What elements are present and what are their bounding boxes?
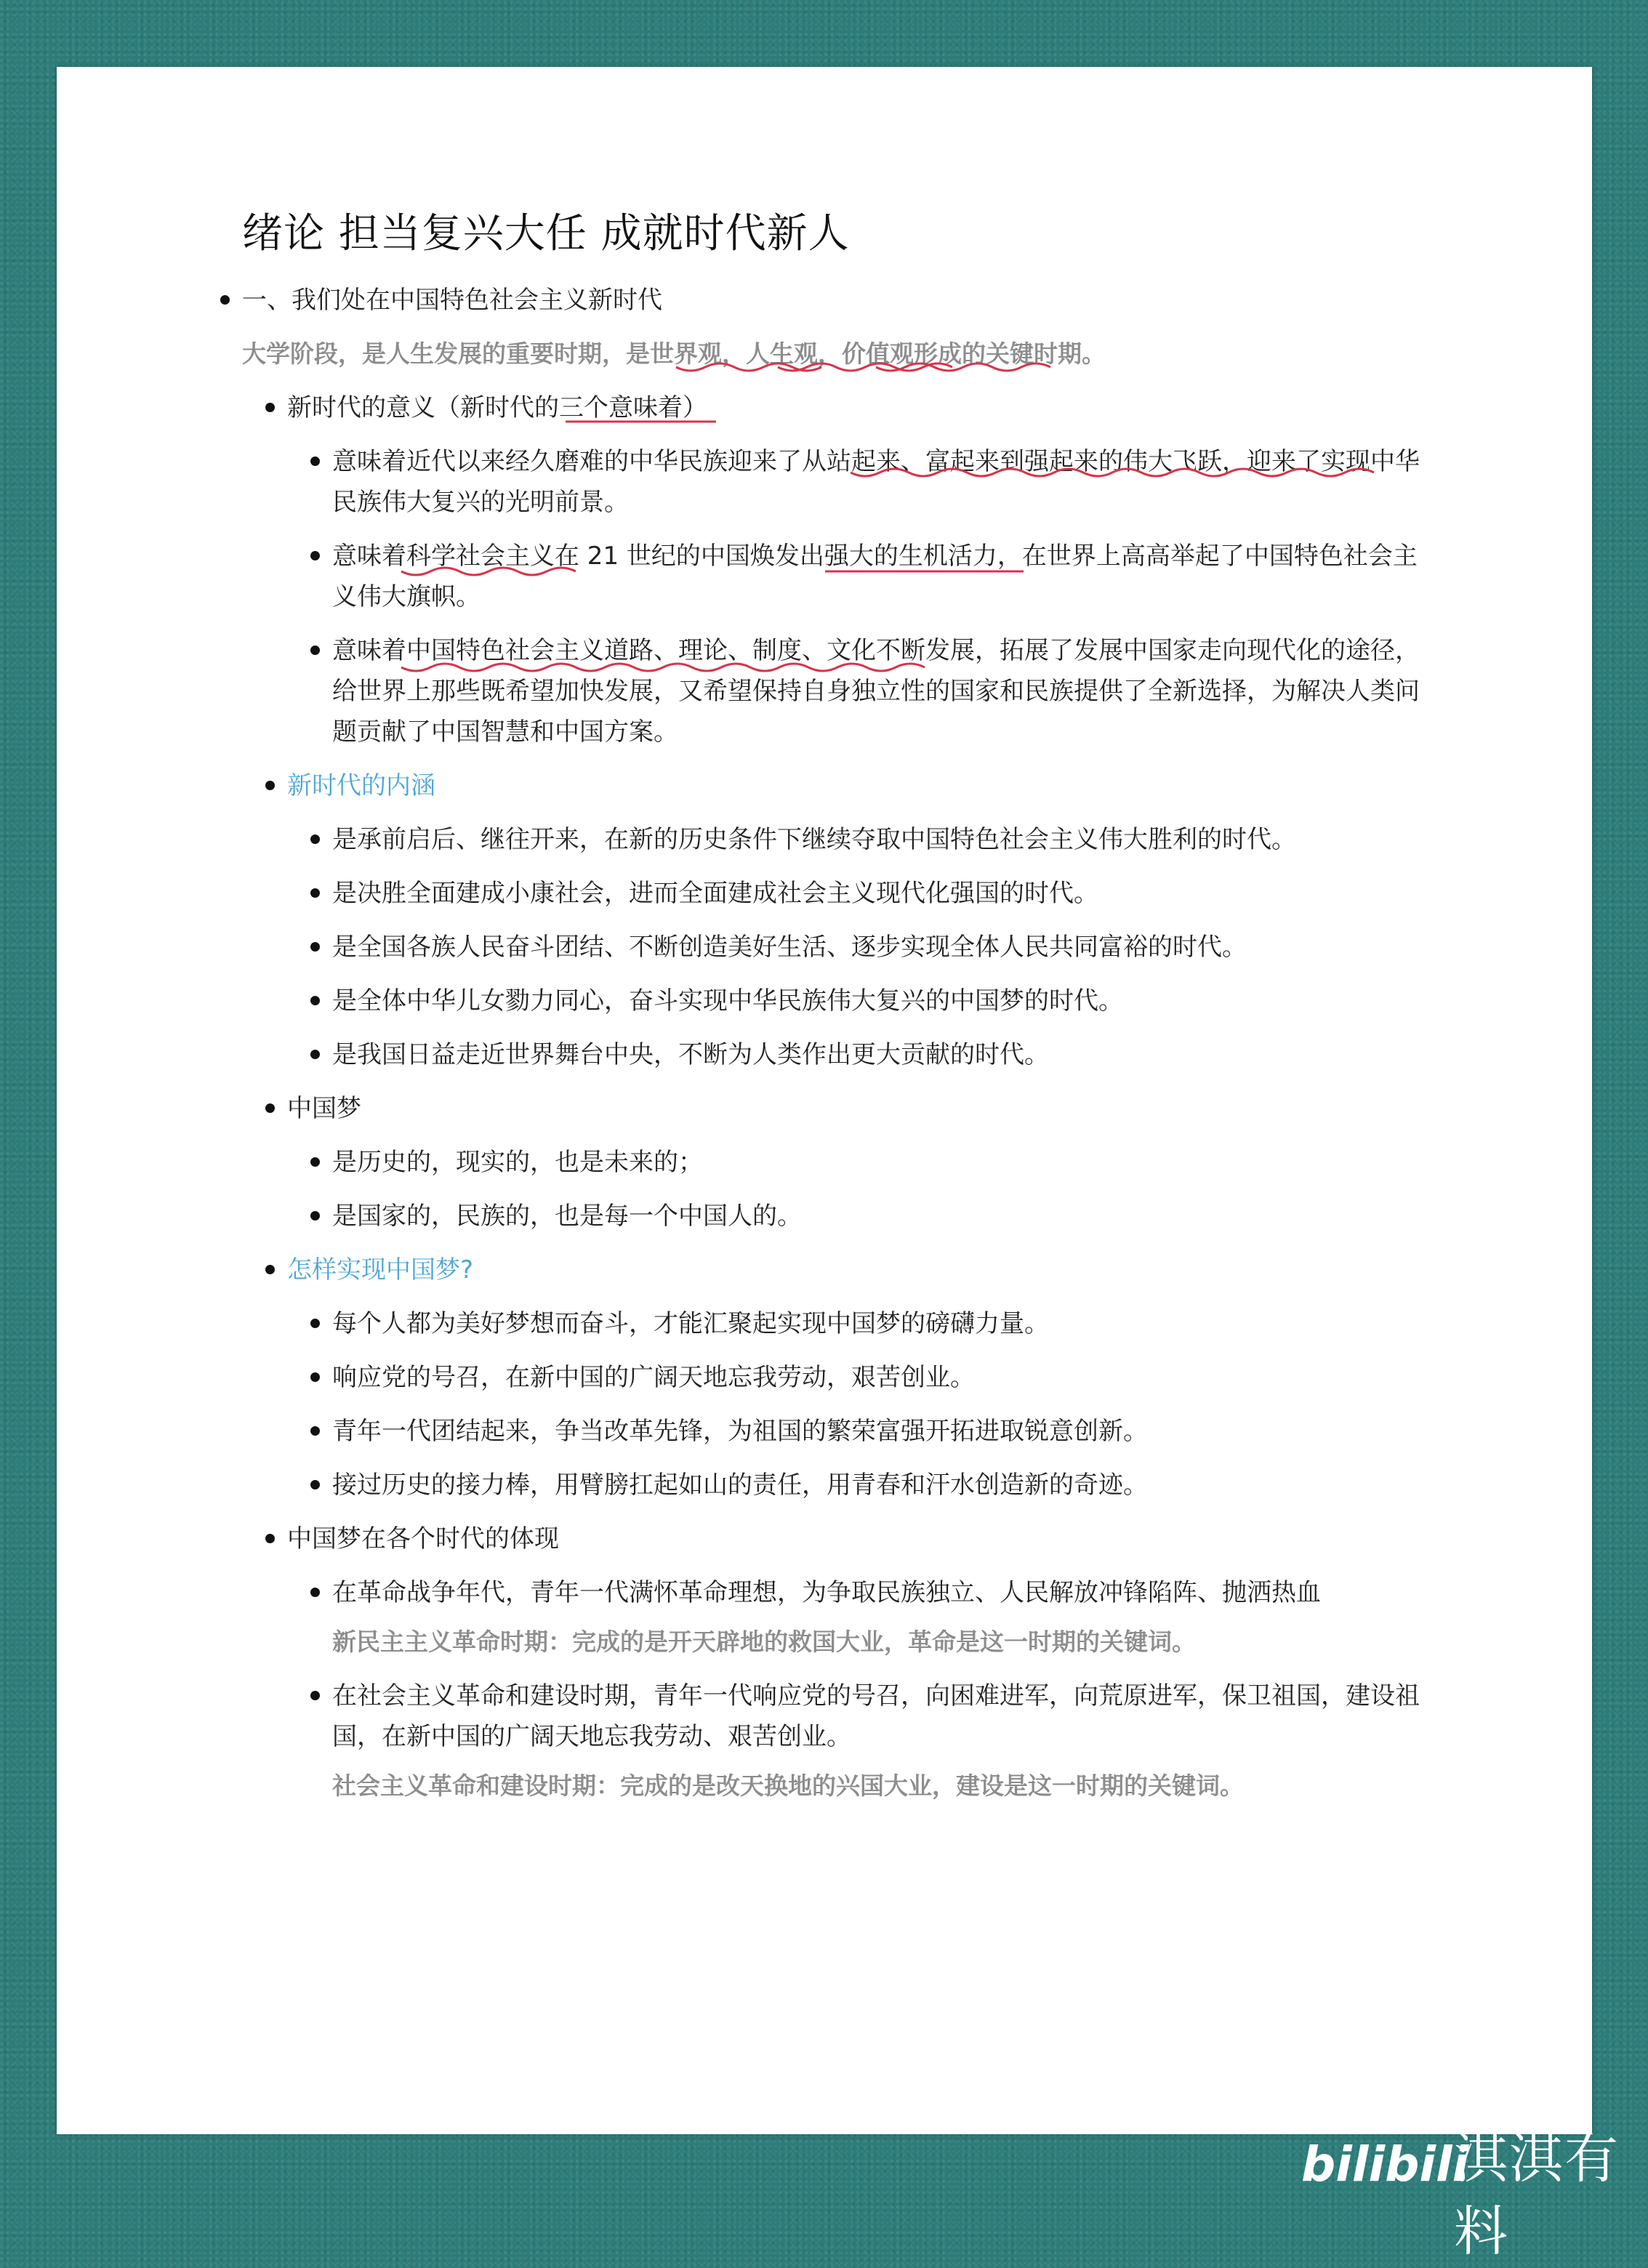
- list-item: [185, 1142, 1421, 1183]
- list-item: [185, 1465, 1421, 1505]
- section-heading-text: 一、我们处在中国特色社会主义新时代: [242, 286, 662, 315]
- bullet-icon: [220, 295, 230, 305]
- bullet-icon: [310, 1372, 320, 1382]
- bullet-icon: [310, 1691, 320, 1700]
- document-content: [185, 201, 1421, 1819]
- meaning-heading-text: 新时代的意义（新时代的三个意味着）: [287, 393, 707, 422]
- list-item-text: 是全体中华儿女勠力同心，奋斗实现中华民族伟大复兴的中国梦的时代。: [332, 986, 1123, 1016]
- section-heading: [185, 280, 1421, 321]
- bullet-icon: [310, 1211, 320, 1221]
- list-item-text: 是历史的，现实的，也是未来的；: [332, 1148, 703, 1177]
- page-title: 绪论 担当复兴大任 成就时代新人: [242, 210, 850, 257]
- bullet-icon: [310, 1157, 320, 1167]
- watermark-text: 淇淇有料: [1454, 2128, 1620, 2263]
- bilibili-logo-text: bilibili: [1301, 2136, 1469, 2192]
- dream-heading: [185, 1088, 1421, 1129]
- bullet-icon: [310, 646, 320, 655]
- bullet-icon: [310, 888, 320, 898]
- eras-heading: [185, 1519, 1421, 1559]
- list-item-text: 每个人都为美好梦想而奋斗，才能汇聚起实现中国梦的磅礴力量。: [332, 1309, 1049, 1338]
- list-item: [185, 1303, 1421, 1344]
- list-item: [185, 1034, 1421, 1075]
- bilibili-watermark: [1301, 2123, 1643, 2263]
- list-item-text: 在社会主义革命和建设时期，青年一代响应党的号召，向困难进军，向荒原进军，保卫祖国，建设祖国，在新中国的广阔天地忘我劳动、艰苦创业。: [332, 1681, 1420, 1751]
- bullet-icon: [265, 403, 275, 412]
- era-note: 社会主义革命和建设时期：完成的是改天换地的兴国大业，建设是这一时期的关键词。: [332, 1772, 1244, 1800]
- list-item-text: 意味着近代以来经久磨难的中华民族迎来了从站起来、富起来到强起来的伟大飞跃，迎来了实现中华民族伟大复兴的光明前景。: [332, 447, 1420, 517]
- bullet-icon: [310, 457, 320, 466]
- list-item: [185, 441, 1421, 523]
- list-item: [185, 536, 1421, 617]
- bullet-icon: [265, 1265, 275, 1274]
- list-item-text: 是全国各族人民奋斗团结、不断创造美好生活、逐步实现全体人民共同富裕的时代。: [332, 933, 1247, 962]
- bullet-icon: [310, 1050, 320, 1059]
- list-item: [185, 927, 1421, 968]
- eras-heading-text: 中国梦在各个时代的体现: [287, 1524, 559, 1553]
- list-item-text: 是我国日益走近世界舞台中央，不断为人类作出更大贡献的时代。: [332, 1040, 1049, 1069]
- meaning-heading: [185, 387, 1421, 428]
- bullet-icon: [310, 1319, 320, 1328]
- bullet-icon: [310, 551, 320, 560]
- list-item-text: 在革命战争年代，青年一代满怀革命理想，为争取民族独立、人民解放冲锋陷阵、抛洒热血: [332, 1578, 1321, 1607]
- section-note: 大学阶段，是人生发展的重要时期，是世界观，人生观，价值观形成的关键时期。: [242, 339, 1106, 368]
- list-item-text: 接过历史的接力棒，用臂膀扛起如山的责任，用青春和汗水创造新的奇迹。: [332, 1471, 1148, 1500]
- dream-heading-text: 中国梦: [287, 1094, 361, 1123]
- list-item: [185, 1676, 1421, 1757]
- bullet-icon: [310, 996, 320, 1005]
- bullet-icon: [265, 1534, 275, 1543]
- bullet-icon: [265, 781, 275, 790]
- list-item-text: 意味着中国特色社会主义道路、理论、制度、文化不断发展，拓展了发展中国家走向现代化的途径，给世界上那些既希望加快发展，又希望保持自身独立性的国家和民族提供了全新选择，为解决人类问题贡献了中国智慧和中国方案。: [332, 636, 1420, 747]
- list-item: [185, 981, 1421, 1021]
- list-item-text: 青年一代团结起来，争当改革先锋，为祖国的繁荣富强开拓进取锐意创新。: [332, 1417, 1148, 1446]
- list-item: [185, 819, 1421, 860]
- realize-heading-text: 怎样实现中国梦?: [287, 1255, 474, 1284]
- list-item: [185, 1411, 1421, 1452]
- list-item: [185, 1196, 1421, 1236]
- era-note: 新民主主义革命时期：完成的是开天辟地的救国大业，革命是这一时期的关键词。: [332, 1628, 1196, 1656]
- bullet-icon: [310, 942, 320, 952]
- realize-heading: [185, 1250, 1421, 1290]
- list-item-text: 是决胜全面建成小康社会，进而全面建成社会主义现代化强国的时代。: [332, 879, 1098, 908]
- bullet-icon: [310, 1588, 320, 1597]
- list-item: [185, 1572, 1421, 1613]
- list-item: [185, 1357, 1421, 1398]
- list-item: [185, 873, 1421, 914]
- bilibili-logo-icon: [1301, 2128, 1469, 2192]
- list-item-text: 是国家的，民族的，也是每一个中国人的。: [332, 1202, 802, 1231]
- list-item: [185, 630, 1421, 752]
- list-item-text: 是承前启后、继往开来，在新的历史条件下继续夺取中国特色社会主义伟大胜利的时代。: [332, 825, 1296, 854]
- connotation-heading-text: 新时代的内涵: [287, 771, 435, 800]
- bullet-icon: [310, 1426, 320, 1436]
- list-item-text: 响应党的号召，在新中国的广阔天地忘我劳动，艰苦创业。: [332, 1363, 975, 1392]
- connotation-heading: [185, 765, 1421, 806]
- bullet-icon: [310, 1480, 320, 1489]
- bullet-icon: [265, 1103, 275, 1113]
- list-item-text: 意味着科学社会主义在 21 世纪的中国焕发出强大的生机活力，在世界上高高举起了中国特色社会主义伟大旗帜。: [332, 542, 1418, 611]
- bullet-icon: [310, 835, 320, 844]
